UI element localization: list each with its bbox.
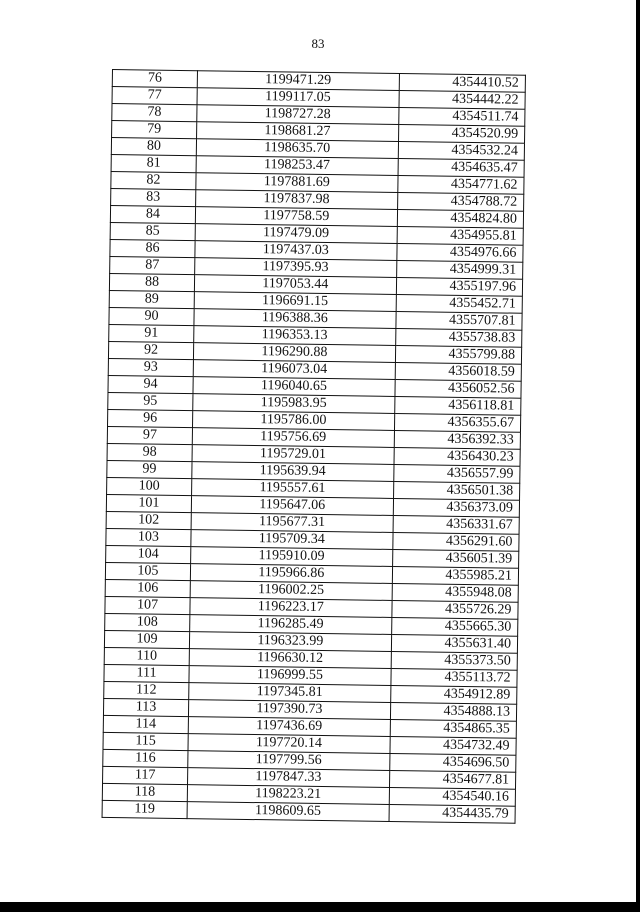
x-coordinate-cell: 1196002.25	[190, 581, 392, 601]
y-coordinate-cell: 4356557.99	[393, 464, 520, 483]
point-number-cell: 116	[103, 749, 188, 767]
point-number-cell: 78	[112, 104, 197, 122]
y-coordinate-cell: 4354955.81	[397, 226, 524, 245]
point-number-cell: 88	[109, 273, 194, 291]
point-number-cell: 85	[110, 222, 195, 240]
y-coordinate-cell: 4356018.59	[395, 362, 522, 381]
point-number-cell: 80	[111, 138, 196, 156]
x-coordinate-cell: 1196388.36	[194, 309, 396, 329]
point-number-cell: 79	[112, 121, 197, 139]
x-coordinate-cell: 1197479.09	[195, 224, 397, 244]
point-number-cell: 103	[106, 528, 191, 546]
point-number-cell: 81	[111, 154, 196, 172]
y-coordinate-cell: 4355738.83	[395, 328, 522, 347]
point-number-cell: 100	[107, 477, 192, 495]
x-coordinate-cell: 1197799.56	[188, 751, 390, 771]
point-number-cell: 86	[110, 239, 195, 257]
x-coordinate-cell: 1197847.33	[188, 768, 390, 788]
point-number-cell: 104	[106, 545, 191, 563]
y-coordinate-cell: 4355373.50	[391, 651, 518, 670]
x-coordinate-cell: 1195677.31	[191, 513, 393, 533]
y-coordinate-cell: 4356501.38	[393, 481, 520, 500]
point-number-cell: 92	[108, 341, 193, 359]
x-coordinate-cell: 1196073.04	[193, 360, 395, 380]
y-coordinate-cell: 4354635.47	[398, 159, 525, 178]
x-coordinate-cell: 1198609.65	[187, 802, 389, 822]
y-coordinate-cell: 4356373.09	[393, 498, 520, 517]
y-coordinate-cell: 4354865.35	[390, 719, 517, 738]
x-coordinate-cell: 1197436.69	[188, 717, 390, 737]
x-coordinate-cell: 1195966.86	[190, 564, 392, 584]
point-number-cell: 113	[103, 698, 188, 716]
point-number-cell: 117	[103, 766, 188, 784]
point-number-cell: 102	[106, 511, 191, 529]
x-coordinate-cell: 1198635.70	[196, 139, 398, 159]
x-coordinate-cell: 1199471.29	[197, 71, 399, 91]
x-coordinate-cell: 1197837.98	[196, 190, 398, 210]
point-number-cell: 110	[104, 647, 189, 665]
y-coordinate-cell: 4355707.81	[396, 311, 523, 330]
x-coordinate-cell: 1197390.73	[188, 700, 390, 720]
x-coordinate-cell: 1195647.06	[191, 496, 393, 516]
y-coordinate-cell: 4354677.81	[389, 770, 516, 789]
y-coordinate-cell: 4356430.23	[394, 447, 521, 466]
x-coordinate-cell: 1195756.69	[192, 428, 394, 448]
y-coordinate-cell: 4354696.50	[389, 753, 516, 772]
x-coordinate-cell: 1196290.88	[193, 343, 395, 363]
point-number-cell: 84	[110, 205, 195, 223]
y-coordinate-cell: 4354410.52	[399, 74, 526, 93]
x-coordinate-cell: 1198681.27	[197, 122, 399, 142]
point-number-cell: 119	[102, 800, 187, 818]
point-number-cell: 118	[102, 783, 187, 801]
point-number-cell: 106	[105, 579, 190, 597]
x-coordinate-cell: 1197720.14	[188, 734, 390, 754]
y-coordinate-cell: 4355113.72	[391, 668, 518, 687]
x-coordinate-cell: 1195910.09	[191, 547, 393, 567]
y-coordinate-cell: 4354788.72	[397, 192, 524, 211]
x-coordinate-cell: 1195557.61	[192, 479, 394, 499]
point-number-cell: 115	[103, 732, 188, 750]
coordinate-table-body	[102, 70, 525, 824]
x-coordinate-cell: 1196285.49	[190, 615, 392, 635]
point-number-cell: 94	[108, 375, 193, 393]
x-coordinate-cell: 1195639.94	[192, 462, 394, 482]
x-coordinate-cell: 1197345.81	[189, 683, 391, 703]
y-coordinate-cell: 4356331.67	[393, 515, 520, 534]
point-number-cell: 97	[107, 426, 192, 444]
point-number-cell: 83	[111, 188, 196, 206]
page-number: 83	[311, 36, 325, 51]
y-coordinate-cell: 4356392.33	[394, 430, 521, 449]
point-number-cell: 77	[112, 87, 197, 105]
y-coordinate-cell: 4354532.24	[398, 142, 525, 161]
point-number-cell: 99	[107, 460, 192, 478]
point-number-cell: 98	[107, 443, 192, 461]
x-coordinate-cell: 1195729.01	[192, 445, 394, 465]
point-number-cell: 76	[112, 70, 197, 88]
x-coordinate-cell: 1196630.12	[189, 649, 391, 669]
point-number-cell: 87	[110, 256, 195, 274]
y-coordinate-cell: 4355948.08	[392, 583, 519, 602]
y-coordinate-cell: 4355985.21	[392, 566, 519, 585]
y-coordinate-cell: 4354771.62	[397, 175, 524, 194]
y-coordinate-cell: 4354442.22	[399, 91, 526, 110]
point-number-cell: 91	[109, 324, 194, 342]
point-number-cell: 89	[109, 290, 194, 308]
y-coordinate-cell: 4355665.30	[391, 617, 518, 636]
y-coordinate-cell: 4356291.60	[392, 532, 519, 551]
y-coordinate-cell: 4354520.99	[398, 125, 525, 144]
x-coordinate-cell: 1197758.59	[195, 207, 397, 227]
y-coordinate-cell: 4356355.67	[394, 413, 521, 432]
point-number-cell: 111	[104, 664, 189, 682]
x-coordinate-cell: 1196323.99	[189, 632, 391, 652]
x-coordinate-cell: 1196999.55	[189, 666, 391, 686]
y-coordinate-cell: 4354824.80	[397, 209, 524, 228]
x-coordinate-cell: 1197881.69	[196, 173, 398, 193]
x-coordinate-cell: 1198253.47	[196, 156, 398, 176]
point-number-cell: 101	[106, 494, 191, 512]
y-coordinate-cell: 4354732.49	[390, 736, 517, 755]
x-coordinate-cell: 1198727.28	[197, 105, 399, 125]
point-number-cell: 82	[111, 171, 196, 189]
x-coordinate-cell: 1196040.65	[193, 377, 395, 397]
x-coordinate-cell: 1195786.00	[192, 411, 394, 431]
x-coordinate-cell: 1197437.03	[195, 241, 397, 261]
x-coordinate-cell: 1196223.17	[190, 598, 392, 618]
y-coordinate-cell: 4354912.89	[390, 685, 517, 704]
x-coordinate-cell: 1199117.05	[197, 88, 399, 108]
y-coordinate-cell: 4355197.96	[396, 277, 523, 296]
y-coordinate-cell: 4354540.16	[389, 787, 516, 806]
point-number-cell: 112	[104, 681, 189, 699]
x-coordinate-cell: 1196353.13	[194, 326, 396, 346]
point-number-cell: 109	[104, 630, 189, 648]
y-coordinate-cell: 4355452.71	[396, 294, 523, 313]
x-coordinate-cell: 1195983.95	[193, 394, 395, 414]
coordinate-table	[102, 69, 526, 824]
point-number-cell: 90	[109, 307, 194, 325]
x-coordinate-cell: 1198223.21	[187, 785, 389, 805]
y-coordinate-cell: 4355726.29	[392, 600, 519, 619]
y-coordinate-cell: 4356118.81	[394, 396, 521, 415]
point-number-cell: 96	[108, 409, 193, 427]
x-coordinate-cell: 1197053.44	[194, 275, 396, 295]
y-coordinate-cell: 4356052.56	[395, 379, 522, 398]
point-number-cell: 107	[105, 596, 190, 614]
y-coordinate-cell: 4354511.74	[398, 108, 525, 127]
y-coordinate-cell: 4355631.40	[391, 634, 518, 653]
point-number-cell: 114	[103, 715, 188, 733]
y-coordinate-cell: 4354999.31	[396, 260, 523, 279]
point-number-cell: 93	[108, 358, 193, 376]
point-number-cell: 108	[105, 613, 190, 631]
y-coordinate-cell: 4354435.79	[389, 804, 516, 823]
x-coordinate-cell: 1195709.34	[191, 530, 393, 550]
y-coordinate-cell: 4356051.39	[392, 549, 519, 568]
x-coordinate-cell: 1197395.93	[195, 258, 397, 278]
y-coordinate-cell: 4354976.66	[397, 243, 524, 262]
x-coordinate-cell: 1196691.15	[194, 292, 396, 312]
point-number-cell: 95	[108, 392, 193, 410]
point-number-cell: 105	[105, 562, 190, 580]
y-coordinate-cell: 4354888.13	[390, 702, 517, 721]
y-coordinate-cell: 4355799.88	[395, 345, 522, 364]
